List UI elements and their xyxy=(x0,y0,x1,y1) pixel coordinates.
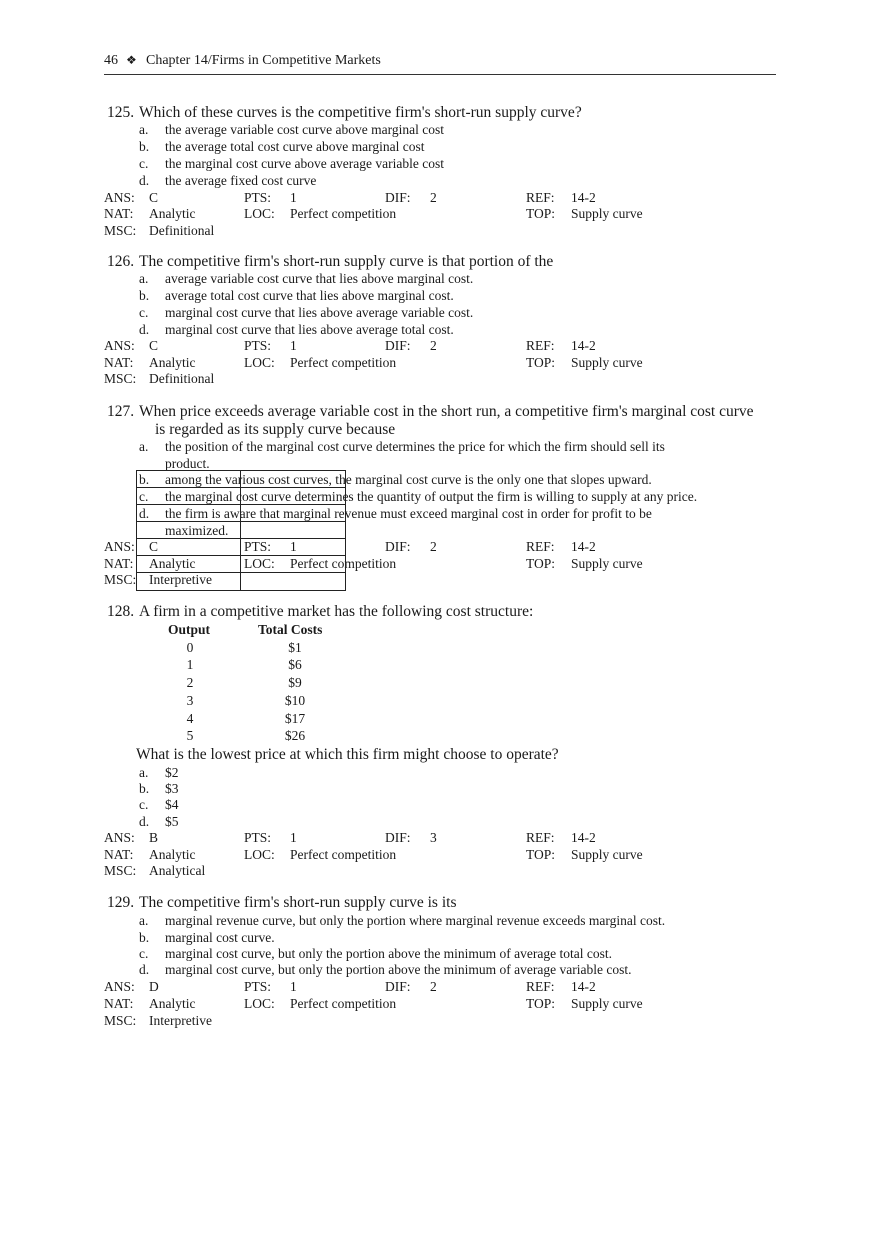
table-cell: $26 xyxy=(284,728,306,743)
question-number: 126. xyxy=(107,253,135,270)
table-cell: 5 xyxy=(186,728,194,743)
annotation-box xyxy=(240,572,346,591)
chapter-title: Chapter 14/Firms in Competitive Markets xyxy=(146,53,381,68)
question-text-line2: is regarded as its supply curve because xyxy=(155,421,396,438)
table-cell: $17 xyxy=(284,711,306,726)
table-header-output: Output xyxy=(168,622,211,637)
question-text: A firm in a competitive market has the following cost structure: xyxy=(139,603,534,620)
question-128-subquestion: What is the lowest price at which this firm might choose to operate? xyxy=(136,746,559,763)
answer-value: B xyxy=(149,830,159,845)
question-text: The competitive firm's short-run supply curve is its xyxy=(139,894,457,911)
page-header xyxy=(104,52,776,75)
question-text: Which of these curves is the competitive firm's short-run supply curve? xyxy=(139,104,582,121)
table-cell: $9 xyxy=(288,675,302,690)
answer-value: C xyxy=(149,190,159,205)
table-cell: $1 xyxy=(288,640,302,655)
table-cell: 2 xyxy=(186,675,194,690)
question-number: 127. xyxy=(107,403,135,420)
answer-value: C xyxy=(149,338,159,353)
question-number: 129. xyxy=(107,894,135,911)
page-number: 46 xyxy=(104,53,118,68)
table-cell: 0 xyxy=(186,640,194,655)
question-number: 128. xyxy=(107,603,135,620)
answer-value: C xyxy=(149,539,159,554)
table-cell: $10 xyxy=(284,693,306,708)
table-cell: $6 xyxy=(288,657,302,672)
annotation-box xyxy=(240,521,346,539)
question-text: When price exceeds average variable cost in the short run, a competitive firm's marginal cost curve xyxy=(139,403,754,420)
table-cell: 3 xyxy=(186,693,194,708)
document-page: 46 ❖ Chapter 14/Firms in Competitive Markets 125. Which of these curves is the competitive firm's short-run supply curve? a. the average variable cost curve above marginal cost b. the average total cost curve above marginal cost c. the marginal cost curve above average variable cost d. the average fixed cost curve ANS: C PTS: 1 DIF: 2 REF: 14-2 NAT: Analytic LOC: Perfect competition TOP: Supply curve MSC: Definitional 126. The competitive firm's short-run supply curve is that portion of the a. average variable cost curve that lies above marginal cost. b. average total cost curve that lies above marginal cost. c. marginal cost curve that lies above average variable cost. d. marginal cost curve that lies above average total cost. ANS: C PTS: 1 DIF: 2 REF: 14-2 NAT: Analytic LOC: Perfect competition TOP: Supply curve MSC: Definitional 127. When price exceeds average variable cost in the short run, a competitive firm's marginal cost curve is regarded as its supply curve because a. the position of the marginal cost curve determines the price for which the firm should sell its product. b. among the various cost curves, the marginal cost curve is the only one that slopes upward. c. the marginal cost curve determines the quantity of output the firm is willing to supply at any price. d. the firm is aware that marginal revenue must exceed marginal cost in order for profit to be maximized. ANS: C PTS: 1 DIF: 2 REF: 14-2 NAT: Analytic LOC: Perfect competition TOP: Supply curve MSC: Interpretive 128. A firm in a competitive market has the following cost structure: Output Total Costs 0 $1 1 $6 2 $9 3 $10 4 $17 5 $26 What is the lowest price at which this firm might choose to operate? a. $2 b. $3 c. $4 d. $5 ANS: B PTS: 1 DIF: 3 REF: 14-2 NAT: Analytic LOC: Perfect competition TOP: Supply curve MSC: Analytical 129. The competitive firm's short-run supply curve is its a. marginal revenue curve, but only the portion where marginal revenue exceeds marginal cost. b. marginal cost curve. c. marginal cost curve, but only the portion above the minimum of average total cost. d. marginal cost curve, but only the portion above the minimum of average variable cost. ANS: D PTS: 1 DIF: 2 REF: 14-2 NAT: Analytic LOC: Perfect competition TOP: Supply curve MSC: Interpretive xyxy=(0,0,880,1247)
diamond-separator: ❖ xyxy=(126,53,137,67)
question-text: The competitive firm's short-run supply curve is that portion of the xyxy=(139,253,554,270)
question-number: 125. xyxy=(107,104,135,121)
table-header-total-costs: Total Costs xyxy=(258,622,323,637)
table-cell: 4 xyxy=(186,711,194,726)
table-cell: 1 xyxy=(186,657,194,672)
answer-value: D xyxy=(149,979,159,994)
